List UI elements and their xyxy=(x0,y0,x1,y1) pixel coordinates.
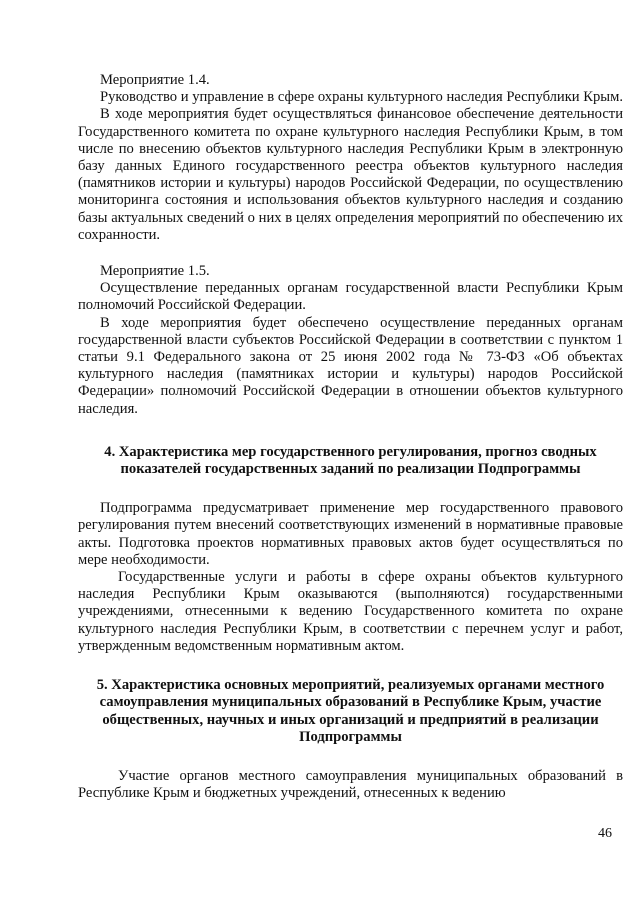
measure-1-5-body: В ходе мероприятия будет обеспечено осуществление переданных органам государственной власти субъектов Российской Федерации в соответствии с пунктом 1 статьи 9.1 Федерального закона от 25 июня 2002 года № 73-ФЗ «Об объектах культурного наследия (памятниках истории и культуры) народов Российской Федерации» полномочий Российской Федерации в отношении объектов культурного наследия. xyxy=(78,314,623,417)
section-4-title: 4. Характеристика мер государственного регулирования, прогноз сводных показателей государственных заданий по реализации Подпрограммы xyxy=(104,443,597,478)
spacer xyxy=(78,746,623,768)
section-4-paragraph: Подпрограмма предусматривает применение мер государственного правового регулирования путем внесений соответствующих изменений в нормативные правовые акты. Подготовка проектов нормативных правовых актов будет осуществляться по мере необходимости. xyxy=(78,500,623,568)
spacer xyxy=(78,478,623,500)
measure-1-5-title: Осуществление переданных органам государственной власти Республики Крым полномочий Российской Федерации. xyxy=(78,280,623,314)
measure-1-5-heading: Мероприятие 1.5. xyxy=(100,263,210,280)
section-5-paragraph: Участие органов местного самоуправления муниципальных образований в Республике Крым и бюджетных учреждений, отнесенных к ведению xyxy=(78,767,623,802)
page-number: 46 xyxy=(598,826,612,841)
spacer xyxy=(78,244,623,263)
section-5-title: 5. Характеристика основных мероприятий, реализуемых органами местного самоуправления муниципальных образований в Республике Крым, участие общественных, научных и иных организаций и предприятий в реализации Подпрограммы xyxy=(96,677,605,745)
measure-1-4-heading: Мероприятие 1.4. xyxy=(100,72,210,88)
spacer xyxy=(78,418,623,444)
spacer xyxy=(78,655,623,677)
section-4-paragraph: Государственные услуги и работы в сфере охраны объектов культурного наследия Республики Крым оказываются (выполняются) государственными учреждениями, отнесенными к ведению Государственного комитета по охране культурного наследия Республики Крым, в соответствии с перечнем услуг и работ, утвержденным ведомственным нормативным актом. xyxy=(78,569,623,654)
measure-1-4-body: В ходе мероприятия будет осуществляться финансовое обеспечение деятельности Государственного комитета по охране культурного наследия Республики Крым, в том числе по внесению объектов культурного наследия Республики Крым в электронную базу данных Единого государственного реестра объектов культурного наследия (памятников истории и культуры) народов Российской Федерации, по осуществлению мониторинга состояния и использования объектов культурного наследия и созданию базы актуальных сведений о них в целях определения мероприятий по обеспечению их сохранности. xyxy=(78,106,623,243)
document-page xyxy=(78,72,623,802)
measure-1-4-title: Руководство и управление в сфере охраны культурного наследия Республики Крым. xyxy=(100,89,623,106)
